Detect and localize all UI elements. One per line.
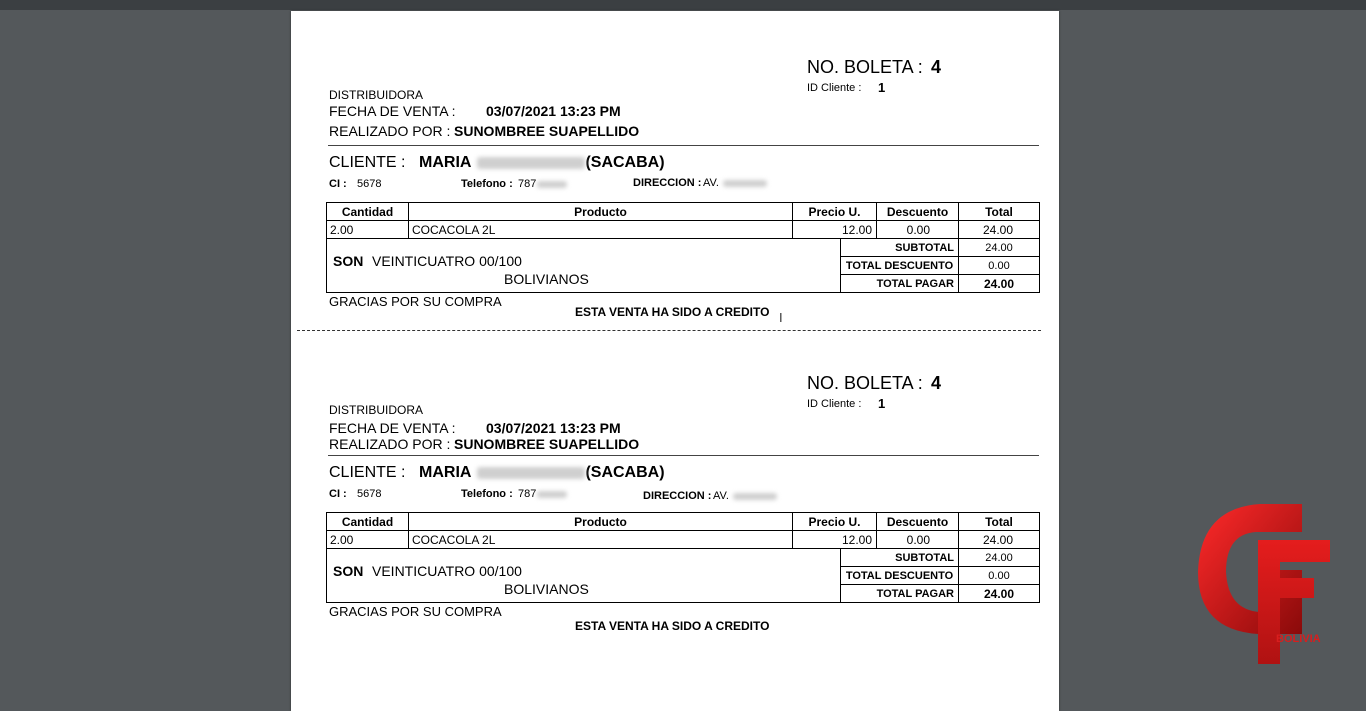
row-total: 24.00 bbox=[959, 221, 1039, 239]
credito-text: ESTA VENTA HA SIDO A CREDITO bbox=[575, 619, 770, 633]
header-total: Total bbox=[959, 203, 1039, 221]
cliente-first-name: MARIA bbox=[419, 464, 472, 481]
telefono-value bbox=[518, 178, 567, 190]
fecha-value: 03/07/2021 13:23 PM bbox=[486, 103, 621, 119]
id-cliente-value: 1 bbox=[878, 396, 886, 411]
header-precio: Precio U. bbox=[793, 513, 877, 531]
distribuidora-label: DISTRIBUIDORA bbox=[329, 403, 424, 417]
bolivia-logo bbox=[1194, 500, 1334, 670]
realizado-label: REALIZADO POR : bbox=[329, 123, 451, 139]
telefono-prefix: 787 bbox=[518, 178, 537, 190]
bolivianos-text: BOLIVIANOS bbox=[504, 271, 589, 287]
son-text: VEINTICUATRO 00/100 bbox=[372, 253, 522, 269]
receipt-2 bbox=[291, 327, 1059, 637]
total-pagar-label: TOTAL PAGAR bbox=[841, 275, 959, 292]
row-producto: COCACOLA 2L bbox=[409, 221, 793, 239]
id-cliente-label: ID Cliente : bbox=[807, 398, 862, 410]
cliente-name bbox=[419, 154, 665, 172]
row-cantidad: 2.00 bbox=[327, 531, 409, 549]
subtotal-value: 24.00 bbox=[959, 549, 1039, 567]
document-page bbox=[291, 11, 1059, 711]
redacted-phone bbox=[537, 181, 567, 188]
realizado-value: SUNOMBREE SUAPELLIDO bbox=[454, 123, 640, 139]
total-pagar-label: TOTAL PAGAR bbox=[841, 585, 959, 602]
fecha-label: FECHA DE VENTA : bbox=[329, 103, 456, 119]
redacted-name bbox=[477, 157, 585, 169]
cliente-label: CLIENTE : bbox=[329, 154, 406, 171]
header-total: Total bbox=[959, 513, 1039, 531]
total-descuento-label: TOTAL DESCUENTO bbox=[841, 257, 959, 275]
text-cursor-icon: Ι bbox=[779, 310, 783, 325]
row-producto: COCACOLA 2L bbox=[409, 531, 793, 549]
direccion-value bbox=[713, 490, 777, 502]
direccion-value bbox=[703, 177, 767, 189]
receipt-1 bbox=[291, 11, 1059, 321]
ci-value: 5678 bbox=[357, 488, 382, 500]
viewer-top-bar bbox=[0, 0, 1366, 10]
total-descuento-label: TOTAL DESCUENTO bbox=[841, 567, 959, 585]
redacted-address bbox=[723, 180, 767, 187]
boleta-number: 4 bbox=[931, 373, 942, 393]
header-cantidad: Cantidad bbox=[327, 203, 409, 221]
total-pagar-value: 24.00 bbox=[983, 276, 1015, 291]
subtotal-label: SUBTOTAL bbox=[841, 549, 959, 567]
telefono-label: Telefono : bbox=[461, 178, 513, 190]
id-cliente-label: ID Cliente : bbox=[807, 82, 862, 94]
header-descuento: Descuento bbox=[877, 203, 959, 221]
ci-label: CI : bbox=[329, 488, 347, 500]
bolivianos-text: BOLIVIANOS bbox=[504, 581, 589, 597]
header-precio: Precio U. bbox=[793, 203, 877, 221]
telefono-label: Telefono : bbox=[461, 488, 513, 500]
direccion-label: DIRECCION : bbox=[633, 177, 702, 189]
realizado-value: SUNOMBREE SUAPELLIDO bbox=[454, 436, 640, 452]
distribuidora-label: DISTRIBUIDORA bbox=[329, 88, 424, 102]
row-cantidad: 2.00 bbox=[327, 221, 409, 239]
credito-text: ESTA VENTA HA SIDO A CREDITO bbox=[575, 305, 770, 319]
cliente-label: CLIENTE : bbox=[329, 464, 406, 481]
son-label: SON bbox=[333, 563, 364, 579]
logo-g-shape bbox=[1198, 504, 1302, 634]
redacted-phone bbox=[537, 491, 567, 498]
redacted-name bbox=[477, 467, 585, 479]
realizado-label: REALIZADO POR : bbox=[329, 436, 451, 452]
gracias-text: GRACIAS POR SU COMPRA bbox=[329, 604, 502, 619]
logo-text: BOLIVIA bbox=[1276, 633, 1321, 645]
cliente-first-name: MARIA bbox=[419, 154, 472, 171]
subtotal-label: SUBTOTAL bbox=[841, 239, 959, 257]
total-descuento-value: 0.00 bbox=[959, 257, 1039, 275]
boleta-label: NO. BOLETA : bbox=[807, 373, 923, 393]
separator-line bbox=[328, 145, 1039, 146]
ci-value: 5678 bbox=[357, 178, 382, 190]
total-pagar-value: 24.00 bbox=[983, 586, 1015, 601]
boleta-number: 4 bbox=[931, 57, 942, 77]
cliente-suffix: (SACABA) bbox=[585, 154, 665, 171]
separator-line bbox=[328, 455, 1039, 456]
header-producto: Producto bbox=[409, 513, 793, 531]
telefono-value bbox=[518, 488, 567, 500]
son-label: SON bbox=[333, 253, 364, 269]
header-descuento: Descuento bbox=[877, 513, 959, 531]
row-total: 24.00 bbox=[959, 531, 1039, 549]
subtotal-value: 24.00 bbox=[959, 239, 1039, 257]
row-precio: 12.00 bbox=[793, 531, 877, 549]
fecha-value: 03/07/2021 13:23 PM bbox=[486, 420, 621, 436]
row-precio: 12.00 bbox=[793, 221, 877, 239]
id-cliente-value: 1 bbox=[878, 80, 886, 95]
cliente-name bbox=[419, 464, 665, 482]
son-text: VEINTICUATRO 00/100 bbox=[372, 563, 522, 579]
direccion-prefix: AV. bbox=[703, 177, 719, 189]
ci-label: CI : bbox=[329, 178, 347, 190]
items-table bbox=[326, 512, 1040, 603]
redacted-address bbox=[733, 493, 777, 500]
total-descuento-value: 0.00 bbox=[959, 567, 1039, 585]
telefono-prefix: 787 bbox=[518, 488, 537, 500]
direccion-label: DIRECCION : bbox=[643, 490, 712, 502]
items-table bbox=[326, 202, 1040, 293]
boleta-label: NO. BOLETA : bbox=[807, 57, 923, 77]
row-descuento: 0.00 bbox=[877, 531, 959, 549]
fecha-label: FECHA DE VENTA : bbox=[329, 420, 456, 436]
cliente-suffix: (SACABA) bbox=[585, 464, 665, 481]
gracias-text: GRACIAS POR SU COMPRA bbox=[329, 294, 502, 309]
direccion-prefix: AV. bbox=[713, 490, 729, 502]
row-descuento: 0.00 bbox=[877, 221, 959, 239]
header-producto: Producto bbox=[409, 203, 793, 221]
header-cantidad: Cantidad bbox=[327, 513, 409, 531]
